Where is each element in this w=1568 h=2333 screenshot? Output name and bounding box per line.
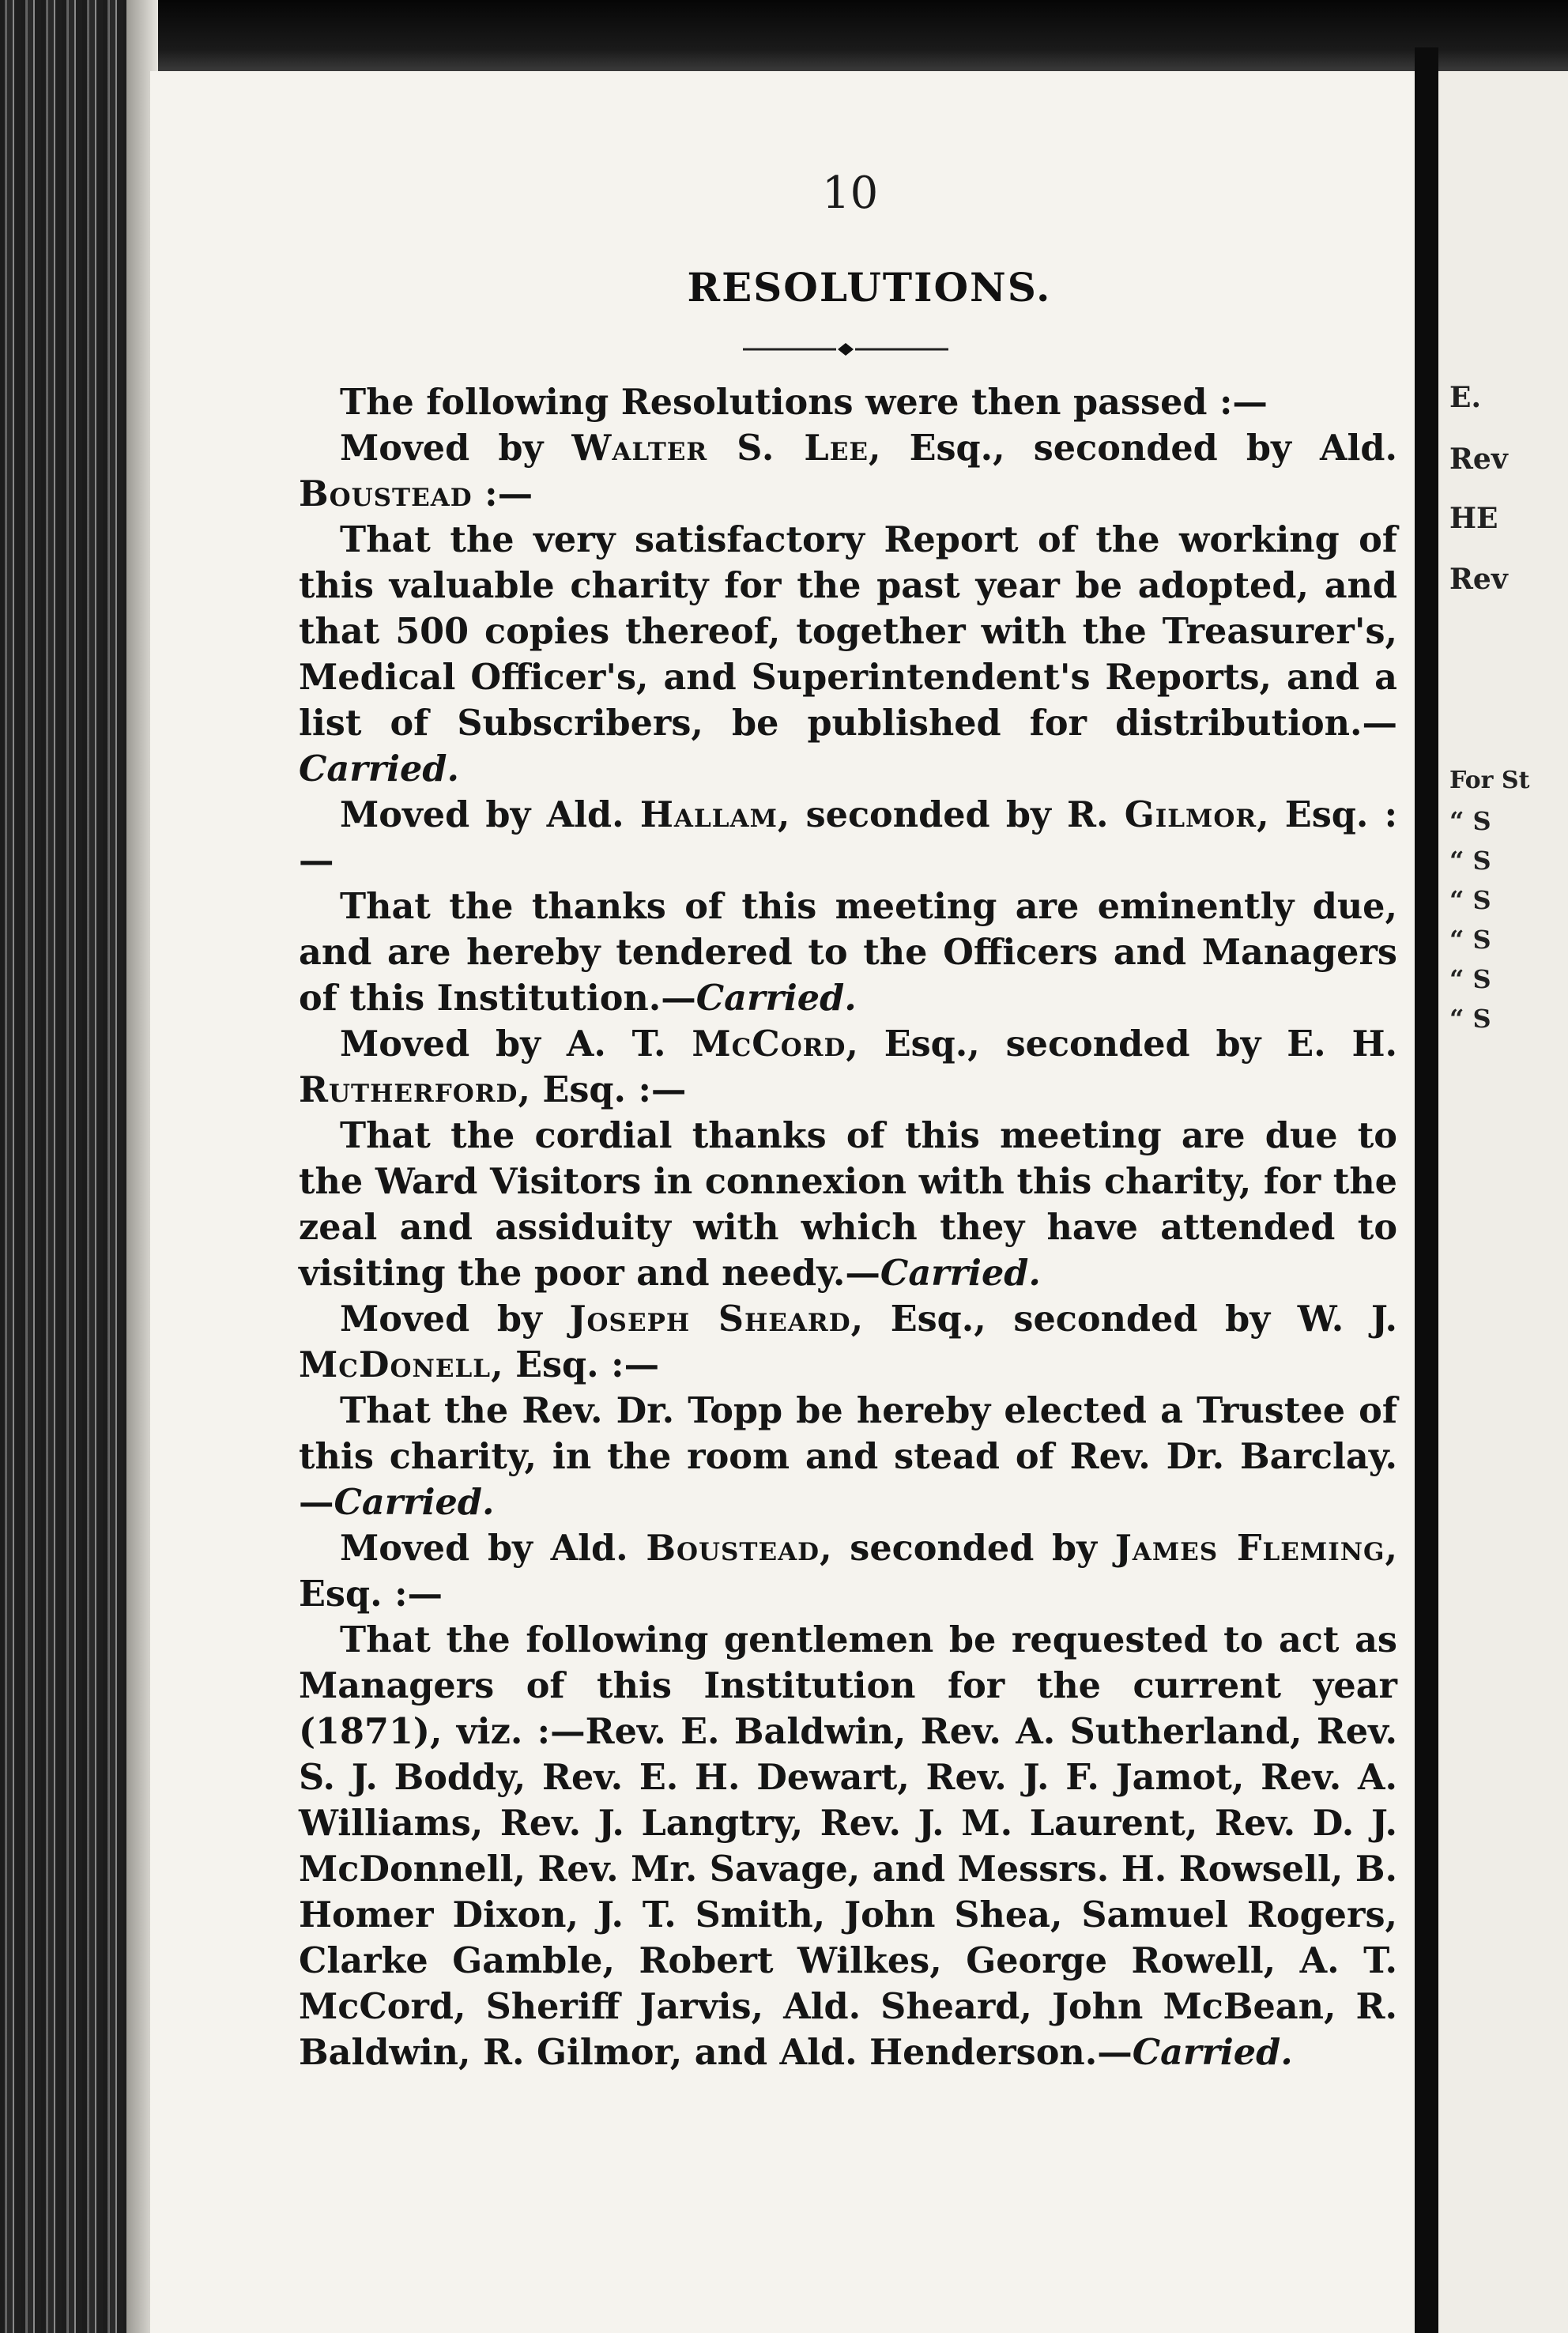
seconder-name: James Fleming [1114,1528,1385,1569]
resolutions-text [299,379,1397,2075]
motion-text: , Esq. :— [299,794,1397,881]
mover-name: Hallam [639,794,778,835]
motion-paragraph [299,425,1397,517]
seconder-name: Boustead [299,473,473,514]
page-number: 10 [822,168,879,219]
motion-paragraph [299,1525,1397,1617]
book-top-edge [0,0,1568,71]
motion-text: , Esq. :— [299,1528,1398,1615]
facing-page-line: E. [1449,381,1481,414]
intro-paragraph [299,379,1397,425]
facing-page [1438,71,1568,2333]
resolution-text: That the following gentlemen be requested to act as Managers of this Institution for the current year (1871), viz. :—Rev. E. Baldwin, Rev. A. Sutherland, Rev. S. J. Boddy, Rev. E. H. Dewart, Rev. J. F. Jamot, Rev. A. Williams, Rev. J. Langtry, Rev. J. M. Laurent, Rev. D. J. McDonnell, Rev. Mr. Savage, and Messrs. H. Rowsell, B. Homer Dixon, J. T. Smith, John Shea, Samuel Rogers, Clarke Gamble, Robert Wilkes, George Rowell, A. T. McCord, Sheriff Jarvis, Ald. Sheard, John McBean, R. Baldwin, R. Gilmor, and Ald. Henderson.— [299,1619,1397,2073]
carried-label: Carried. [695,978,857,1019]
motion-text: Moved by Ald. [340,794,640,835]
facing-page-line: “ S [1449,925,1491,955]
paragraph-text: The following Resolutions were then passed :— [340,382,1268,423]
facing-page-line: “ S [1449,964,1491,994]
motion-text: Moved by A. T. [340,1023,692,1065]
facing-page-line: “ S [1449,885,1491,915]
resolution-paragraph [299,1113,1397,1296]
facing-page-line: “ S [1449,846,1491,876]
seconder-name: Rutherford [299,1069,518,1110]
carried-label: Carried. [334,1482,495,1523]
motion-text: , seconded by R. [777,794,1125,835]
resolution-text: That the thanks of this meeting are eminently due, and are hereby tendered to the Officers and Managers of this Institution.— [299,886,1397,1019]
page-title: RESOLUTIONS. [687,264,1052,311]
page-gutter [1415,47,1438,2333]
motion-paragraph [299,1021,1397,1113]
motion-text: , Esq., seconded by W. J. [850,1298,1398,1340]
motion-paragraph [299,792,1397,884]
resolution-text: That the very satisfactory Report of the working of this valuable charity for the past year be adopted, and that 500 copies thereof, together with the Treasurer's, Medical Officer's, and Superintendent's Reports, and a list of Subscribers, be published for distribution.— [299,519,1397,744]
carried-label: Carried. [1132,2032,1293,2073]
motion-text: Moved by [340,428,572,469]
facing-page-line: “ S [1449,806,1491,836]
seconder-name: McDonell [299,1344,492,1385]
motion-text: , Esq. :— [518,1069,687,1110]
motion-text: , Esq. :— [491,1344,660,1385]
mover-name: Walter S. Lee [571,428,869,469]
motion-text: , Esq., seconded by E. H. [846,1023,1397,1065]
resolution-paragraph [299,1617,1397,2075]
book-spine [0,0,142,2333]
resolution-paragraph [299,1388,1397,1525]
ornament-rule-icon [735,341,956,357]
motion-text: Moved by [340,1298,570,1340]
facing-page-line: For St [1449,767,1530,794]
facing-page-line: Rev [1449,443,1508,476]
mover-name: Joseph Sheard [569,1298,851,1340]
motion-text: :— [472,473,533,514]
facing-page-line: HE [1449,502,1498,535]
resolution-text: That the Rev. Dr. Topp be hereby elected a Trustee of this charity, in the room and stead of Rev. Dr. Barclay.— [299,1390,1397,1523]
resolution-text: That the cordial thanks of this meeting are due to the Ward Visitors in connexion with this charity, for the zeal and assiduity with which they have attended to visiting the poor and needy.— [299,1115,1397,1294]
facing-page-line: “ S [1449,1004,1491,1034]
mover-name: McCord [692,1023,846,1065]
motion-text: Moved by Ald. [340,1528,646,1569]
motion-text: , Esq., seconded by Ald. [868,428,1397,469]
facing-page-line: Rev [1449,563,1508,596]
motion-paragraph [299,1296,1397,1388]
seconder-name: Gilmor [1124,794,1257,835]
mover-name: Boustead [646,1528,820,1569]
carried-label: Carried. [299,748,459,790]
carried-label: Carried. [880,1253,1041,1294]
motion-text: , seconded by [820,1528,1115,1569]
resolution-paragraph [299,884,1397,1021]
resolution-paragraph [299,517,1397,792]
